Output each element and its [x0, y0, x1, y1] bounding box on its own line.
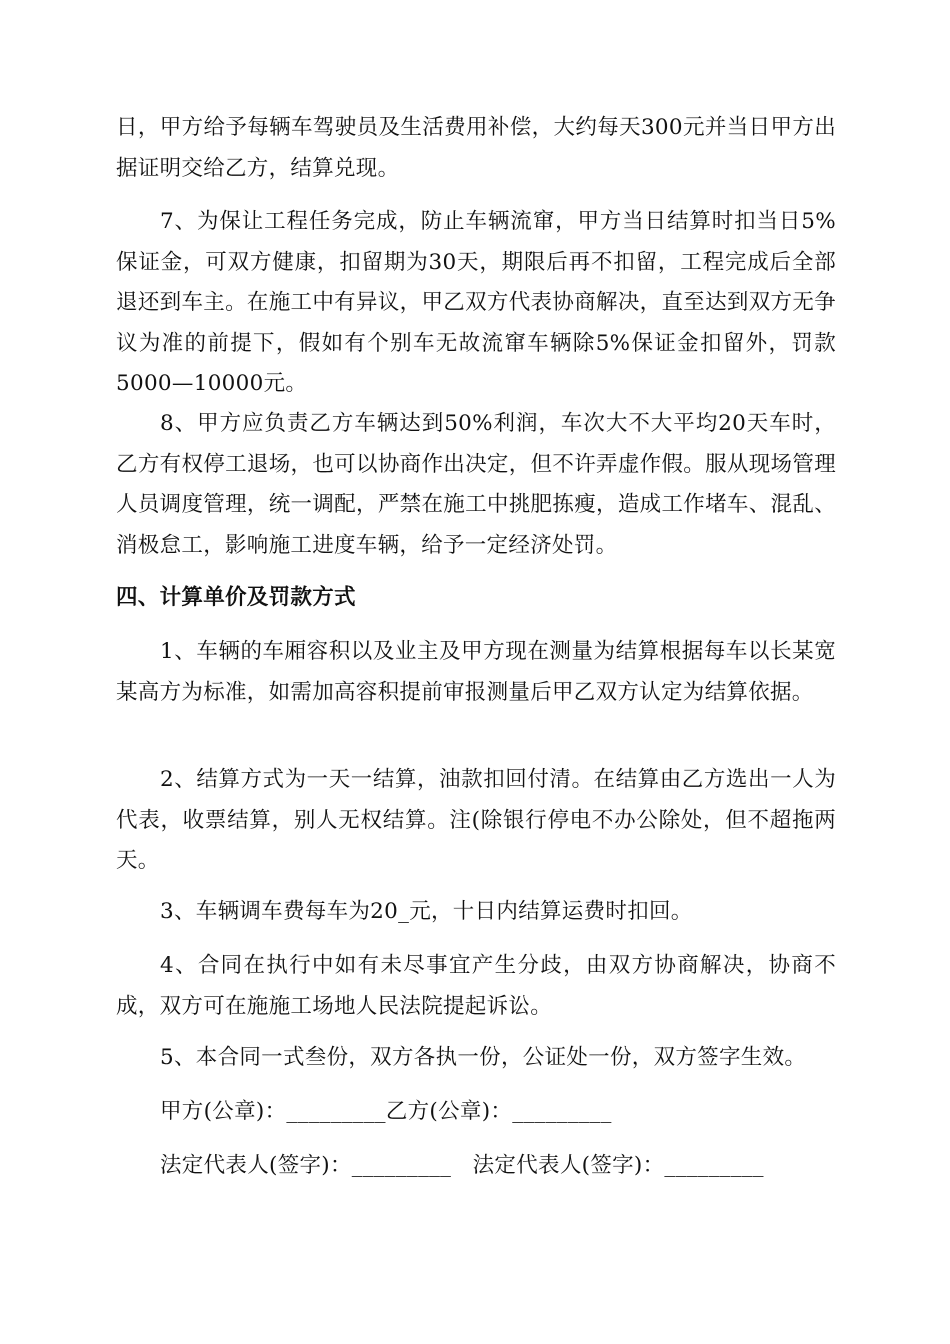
list-item-1: 1、车辆的车厢容积以及业主及甲方现在测量为结算根据每车以长某宽某高方为标准，如需加高容积提前审报测量后甲乙双方认定为结算依据。 — [116, 639, 836, 705]
seal-signature-line: 甲方(公章)：_________乙方(公章)：_________ — [160, 1099, 612, 1124]
paragraph-continuation: 日，甲方给予每辆车驾驶员及生活费用补偿，大约每天300元并当日甲方出据证明交给乙方，结算兑现。 — [116, 115, 836, 181]
paragraph-clause-8: 8、甲方应负责乙方车辆达到50%利润，车次大不大平均20天车时，乙方有权停工退场，也可以协商作出决定，但不许弄虚作假。服从现场管理人员调度管理，统一调配，严禁在施工中挑肥拣瘦，造成工作堵车、混乱、消极怠工，影响施工进度车辆，给予一定经济处罚。 — [116, 411, 836, 558]
list-item-4: 4、合同在执行中如有未尽事宜产生分歧，由双方协商解决，协商不成，双方可在施施工场地人民法院提起诉讼。 — [116, 953, 836, 1019]
representative-signature-line: 法定代表人(签字)：_________ 法定代表人(签字)：_________ — [160, 1153, 764, 1178]
list-item-5: 5、本合同一式叁份，双方各执一份，公证处一份，双方签字生效。 — [160, 1045, 807, 1070]
paragraph-clause-7: 7、为保让工程任务完成，防止车辆流窜，甲方当日结算时扣当日5%保证金，可双方健康，扣留期为30天，期限后再不扣留，工程完成后全部退还到车主。在施工中有异议，甲乙双方代表协商解决，直至达到双方无争议为准的前提下，假如有个别车无故流窜车辆除5%保证金扣留外，罚款5000—10000元。 — [116, 209, 836, 396]
list-item-2: 2、结算方式为一天一结算，油款扣回付清。在结算由乙方选出一人为代表，收票结算，别人无权结算。注(除银行停电不办公除处，但不超拖两天。 — [116, 767, 836, 873]
section-heading: 四、计算单价及罚款方式 — [116, 585, 356, 610]
list-item-3: 3、车辆调车费每车为20_元，十日内结算运费时扣回。 — [160, 899, 693, 924]
